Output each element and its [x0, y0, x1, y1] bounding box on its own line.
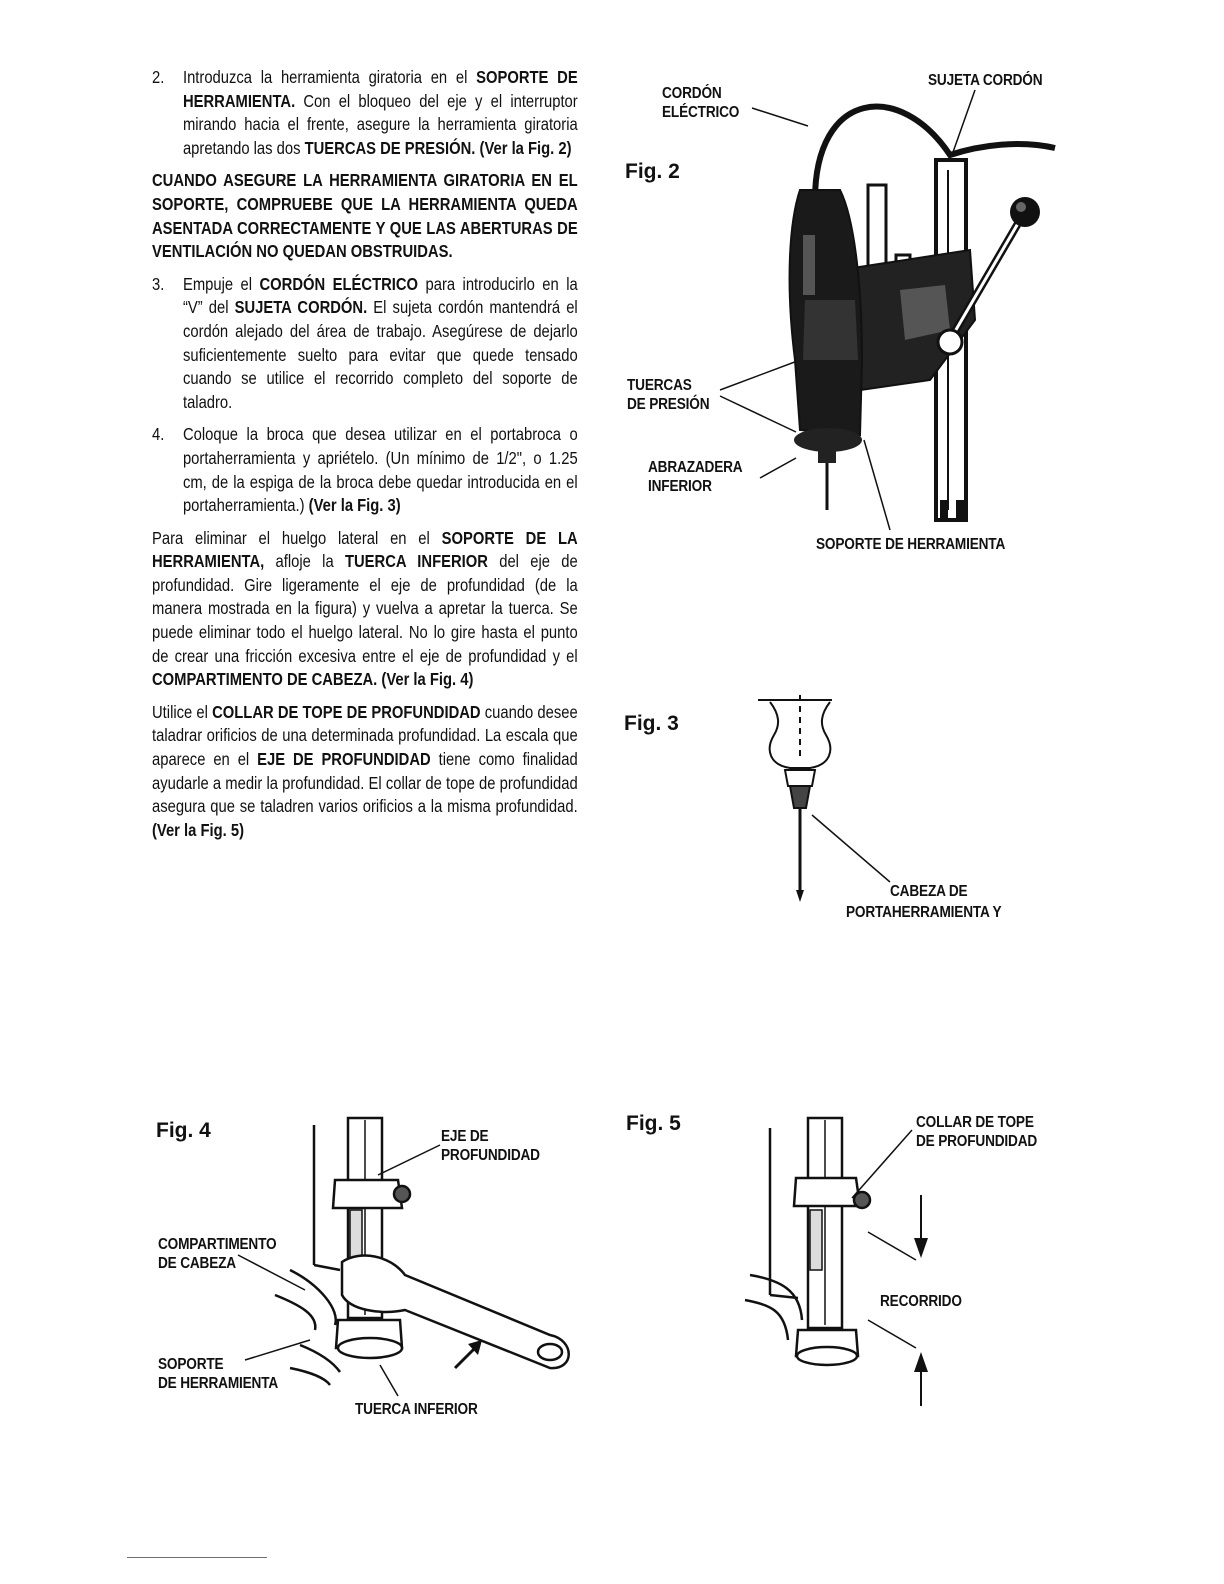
fig4-eje-line2: PROFUNDIDAD — [441, 1147, 540, 1164]
fig5-label: Fig. 5 — [626, 1112, 681, 1135]
para2-bold2: EJE DE PROFUNDIDAD — [257, 749, 431, 770]
fig3-label: Fig. 3 — [624, 712, 679, 735]
para2-bold1: COLLAR DE TOPE DE PROFUNDIDAD — [212, 701, 481, 722]
para1-part3: del eje de profundidad. Gire ligeramente el eje de profundidad (de la manera mostrada en la figura) y vuelva a apretar la tuerca. Se puede eliminar todo el huelgo lateral. No lo gire hasta el punto de crear una fricción excesiva entre el eje de profundidad y el — [152, 551, 578, 666]
fig4-eje-line1: EJE DE — [441, 1128, 489, 1145]
fig2-cordon-line2: ELÉCTRICO — [662, 104, 740, 121]
step-3-bold1: CORDÓN ELÉCTRICO — [259, 273, 419, 294]
step-3-bold2: SUJETA CORDÓN. — [234, 297, 368, 318]
step-3 — [152, 273, 578, 415]
fig2-drill-stand-illustration — [600, 60, 1060, 560]
fig2-tuercas-line1: TUERCAS — [627, 377, 692, 394]
warning-text: CUANDO ASEGURE LA HERRAMIENTA GIRATORIA EN EL SOPORTE, COMPRUEBE QUE LA HERRAMIENTA QUEDA ASENTADA CORRECTAMENTE Y QUE LAS ABERTURAS DE VENTILACIÓN NO QUEDAN OBSTRUIDAS. — [152, 170, 578, 262]
step-2-bold2: TUERCAS DE PRESIÓN. — [304, 137, 476, 158]
step-4-part1: Coloque la broca que desea utilizar en el portabroca o portaherramienta y apriételo. (Un mínimo de 1/2", o 1.25 cm, de la espiga de la broca debe quedar introducida en el portaherramienta.) — [182, 424, 578, 516]
fig5-depth-collar-illustration — [740, 1110, 940, 1410]
para2-part2: cuando desee taladrar orificios de una determinada profundidad. La escala que aparece en el — [152, 701, 578, 770]
fig4-comp-line2: DE CABEZA — [158, 1255, 236, 1272]
para1-bold2: TUERCA INFERIOR — [344, 551, 488, 572]
instructions-column — [152, 66, 578, 851]
step-text — [183, 273, 578, 415]
fig5-collar-line2: DE PROFUNDIDAD — [916, 1133, 1038, 1150]
fig4-comp-line1: COMPARTIMENTO — [158, 1236, 277, 1253]
fig3-cabeza-label-line2: PORTAHERRAMIENTA Y — [846, 904, 1002, 921]
paragraph-depth-collar — [152, 701, 578, 843]
footer-divider — [127, 1557, 267, 1558]
fig4-label: Fig. 4 — [156, 1119, 211, 1142]
step-4-ref: (Ver la Fig. 3) — [308, 495, 401, 516]
fig2-cordon-line1: CORDÓN — [662, 85, 722, 102]
step-text — [183, 66, 578, 160]
para1-bold3: COMPARTIMENTO DE CABEZA. — [152, 669, 378, 690]
paragraph-side-play — [152, 527, 578, 692]
para2-part3: tiene como finalidad ayudarle a medir la profundidad. El collar de tope de profundidad asegura que se taladren varios orificios a la misma profundidad. — [152, 749, 578, 817]
para1-ref: (Ver la Fig. 4) — [381, 669, 474, 690]
fig3-cabeza-label-line1: CABEZA DE — [890, 883, 968, 900]
para2-part1: Utilice el — [152, 701, 213, 722]
fig4-tuerca-label: TUERCA INFERIOR — [355, 1401, 478, 1418]
para2-ref: (Ver la Fig. 5) — [152, 819, 245, 840]
fig5-collar-line1: COLLAR DE TOPE — [916, 1114, 1034, 1131]
step-3-part2: para introducirlo en la “V” del — [182, 273, 578, 318]
fig2-label: Fig. 2 — [625, 160, 680, 183]
fig2-abrazadera-line2: INFERIOR — [648, 478, 712, 495]
fig2-tuercas-line2: DE PRESIÓN — [627, 396, 710, 413]
para1-part2: afloje la — [264, 551, 345, 572]
para1-part1: Para eliminar el huelgo lateral en el — [152, 527, 442, 548]
step-2-part1: Introduzca la herramienta giratoria en el — [182, 67, 477, 87]
step-2-bold1: SOPORTE DE HERRAMIENTA. — [182, 67, 578, 111]
step-number: 3. — [152, 273, 165, 294]
step-number: 4. — [152, 424, 165, 445]
step-3-part3: El sujeta cordón mantendrá el cordón alejado del área de trabajo. Asegúrese de dejarlo suficientemente suelto para evitar que quede tensado cuando se utilice el recorrido completo del soporte de taladro. — [182, 297, 578, 412]
step-text — [183, 423, 578, 517]
fig4-soporte-line2: DE HERRAMIENTA — [158, 1375, 279, 1392]
step-2 — [152, 66, 578, 160]
step-3-part1: Empuje el — [182, 273, 260, 294]
fig3-collet-illustration — [740, 690, 900, 910]
step-2-part2: Con el bloqueo del eje y el interruptor mirando hacia el frente, asegure la herramienta giratoria apretando las dos — [182, 90, 578, 158]
step-number: 2. — [152, 67, 165, 87]
fig2-sujeta-label: SUJETA CORDÓN — [928, 72, 1043, 89]
fig2-soporte-label: SOPORTE DE HERRAMIENTA — [816, 536, 1006, 553]
para1-bold1: SOPORTE DE LA HERRAMIENTA, — [152, 527, 578, 572]
fig2-abrazadera-line1: ABRAZADERA — [648, 459, 743, 476]
fig4-soporte-line1: SOPORTE — [158, 1356, 224, 1373]
step-4 — [152, 423, 578, 517]
fig5-recorrido-label: RECORRIDO — [880, 1293, 962, 1310]
fig4-depth-shaft-illustration — [230, 1110, 590, 1410]
step-2-ref: (Ver la Fig. 2) — [479, 137, 572, 158]
